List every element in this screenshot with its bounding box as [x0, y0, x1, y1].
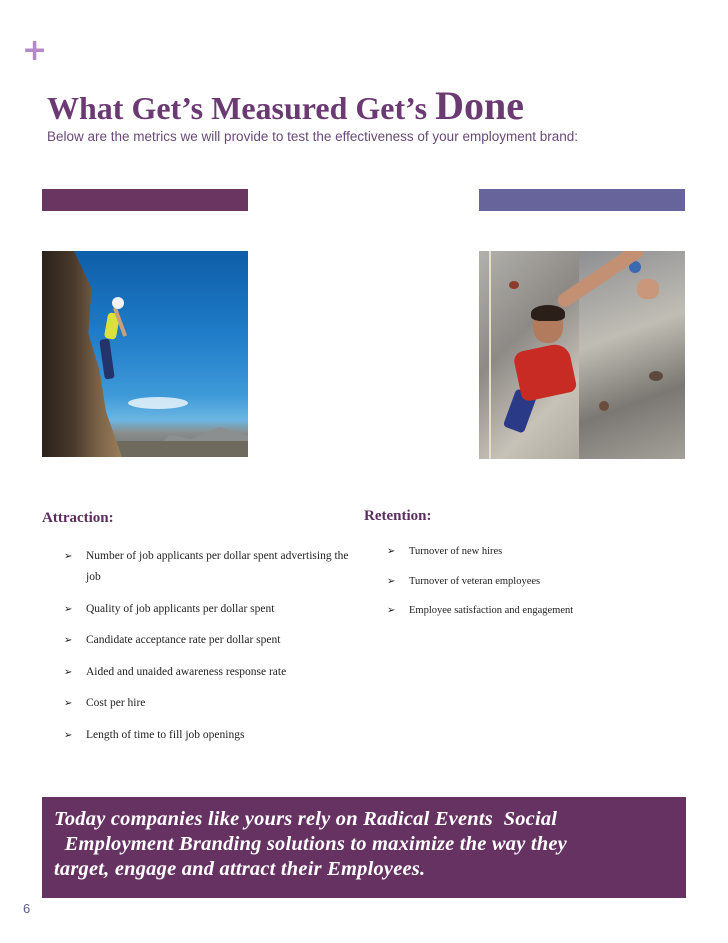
arrow-bullet-icon: ➢ — [64, 551, 73, 562]
list-item — [64, 693, 354, 714]
climber-cliff-image — [42, 251, 248, 457]
arrow-bullet-icon: ➢ — [64, 635, 73, 647]
arrow-bullet-icon: ➢ — [387, 605, 396, 617]
list-item-text: Turnover of veteran employees — [409, 575, 541, 587]
list-item — [64, 546, 354, 588]
page-subtitle: Below are the metrics we will provide to test the effectiveness of your employment brand: — [47, 129, 579, 144]
page-number: 6 — [23, 901, 31, 916]
arrow-bullet-icon: ➢ — [387, 546, 396, 557]
page-title-emphasis: Done — [435, 83, 524, 128]
accent-bar-left — [42, 189, 248, 211]
page-title-main: What Get’s Measured Get’s — [47, 90, 436, 126]
list-item-text: Employee satisfaction and engagement — [409, 605, 574, 617]
attraction-heading: Attraction: — [42, 510, 114, 526]
accent-bar-right — [479, 189, 685, 211]
page-title — [47, 82, 524, 129]
callout-banner — [42, 797, 686, 898]
arrow-bullet-icon: ➢ — [64, 729, 73, 741]
list-item-text: Aided and unaided awareness response rate — [86, 665, 287, 678]
list-item — [64, 630, 354, 651]
callout-text: Today companies like yours rely on Radical Events Social Employment Branding solutions to maximize the way they target, engage and attract their Employees. — [54, 808, 567, 880]
list-item — [64, 599, 354, 620]
list-item-text: Quality of job applicants per dollar spent — [86, 602, 275, 615]
arrow-bullet-icon: ➢ — [64, 666, 73, 678]
list-item-text: Turnover of new hires — [409, 546, 503, 557]
list-item — [387, 575, 687, 589]
indoor-climbing-image — [479, 251, 685, 459]
arrow-bullet-icon: ➢ — [64, 698, 73, 710]
retention-list — [387, 545, 687, 634]
list-item-text: Cost per hire — [86, 697, 146, 710]
list-item — [387, 545, 687, 559]
arrow-bullet-icon: ➢ — [387, 575, 396, 587]
attraction-list — [64, 546, 354, 757]
list-item — [64, 662, 354, 683]
list-item — [387, 604, 687, 618]
list-item-text: Number of job applicants per dollar spent advertising the job — [86, 550, 349, 583]
arrow-bullet-icon: ➢ — [64, 603, 73, 615]
list-item — [64, 725, 354, 746]
plus-decoration-icon: + — [22, 33, 48, 68]
retention-heading: Retention: — [364, 508, 432, 524]
list-item-text: Length of time to fill job openings — [86, 728, 245, 741]
list-item-text: Candidate acceptance rate per dollar spent — [86, 634, 281, 647]
